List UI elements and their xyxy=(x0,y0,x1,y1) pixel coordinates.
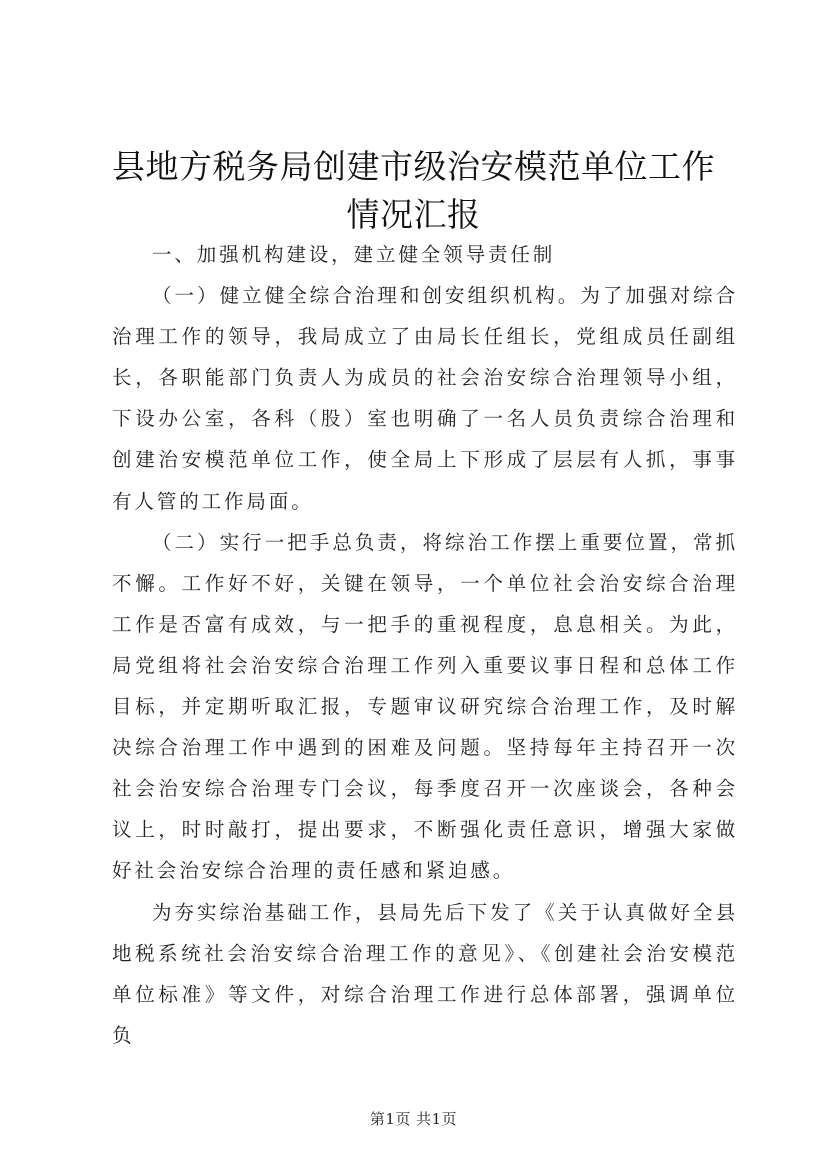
section-heading: 一、加强机构建设，建立健全领导责任制 xyxy=(151,243,556,266)
paragraph-2: （二）实行一把手总负责，将综治工作摆上重要位置，常抓不懈。工作好不好，关键在领导，一个单位社会治安综合治理工作是否富有成效，与一把手的重视程度，息息相关。为此，局党组将社会治安综合治理工作列入重要议事日程和总体工作目标，并定期听取汇报，专题审议研究综合治理工作，及时解决综合治理工作中遇到的困难及问题。坚持每年主持召开一次社会治安综合治理专门会议，每季度召开一次座谈会，各种会议上，时时敲打，提出要求，不断强化责任意识，增强大家做好社会治安综合治理的责任感和紧迫感。 xyxy=(112,530,738,883)
document-body xyxy=(112,234,738,1056)
paragraph-3: 为夯实综治基础工作，县局先后下发了《关于认真做好全县地税系统社会治安综合治理工作的意见》、《创建社会治安模范单位标准》等文件，对综合治理工作进行总体部署，强调单位负 xyxy=(112,900,738,1047)
page-footer: 第1页 共1页 xyxy=(369,1110,458,1128)
paragraph-1: （一）健立健全综合治理和创安组织机构。为了加强对综合治理工作的领导，我局成立了由局长任组长，党组成员任副组长，各职能部门负责人为成员的社会治安综合治理领导小组，下设办公室，各科（股）室也明确了一名人员负责综合治理和创建治安模范单位工作，使全局上下形成了层层有人抓，事事有人管的工作局面。 xyxy=(112,284,738,513)
document-title: 县地方税务局创建市级治安模范单位工作情况汇报 xyxy=(112,147,715,234)
